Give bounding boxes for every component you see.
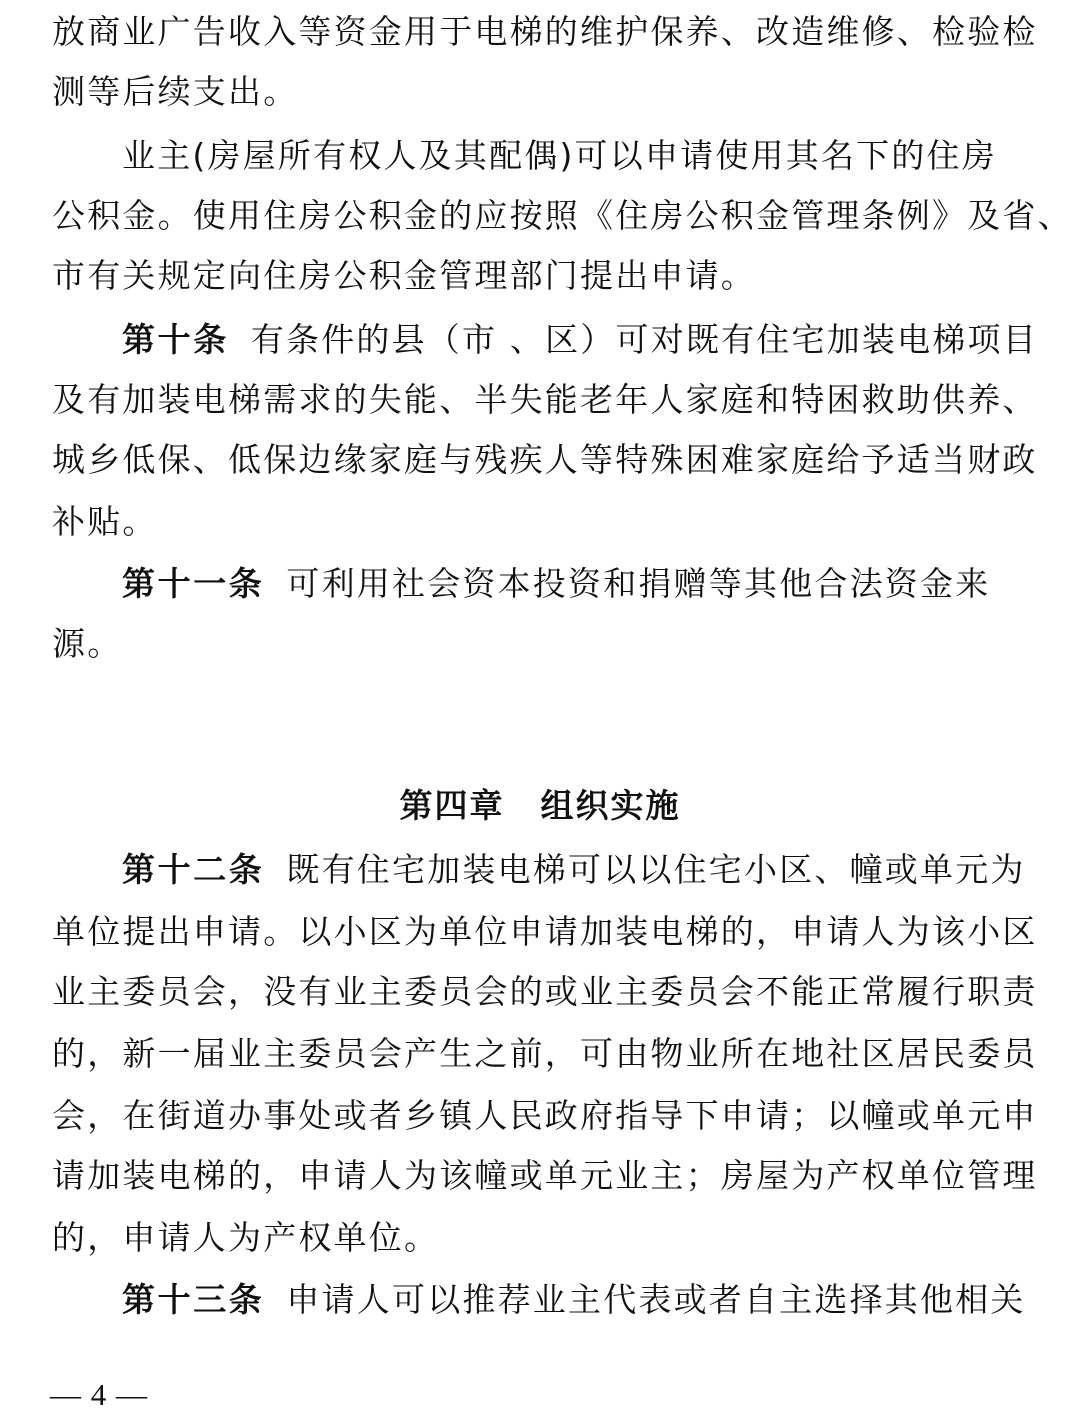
article-13-first-line <box>122 1280 1026 1320</box>
text-line: 放商业广告收入等资金用于电梯的维护保养、改造维修、检验检 <box>52 12 1038 51</box>
text-line: 单位提出申请。以小区为单位申请加装电梯的，申请人为该小区 <box>52 912 1038 951</box>
article-11-first-line <box>122 564 1012 604</box>
chapter-title: 组织实施 <box>540 786 681 825</box>
text-line: 请加装电梯的，申请人为该幢或单元业主；房屋为产权单位管理 <box>52 1156 1038 1195</box>
page-number-value: 4 <box>90 1377 108 1412</box>
text-line: 可利用社会资本投资和捐赠等其他合法资金来 <box>286 564 991 603</box>
chapter-number: 第四章 <box>399 786 505 825</box>
article-10-first-line <box>122 320 1038 360</box>
article-label: 第十一条 <box>122 564 265 603</box>
text-line: 有条件的县（市 、区）可对既有住宅加装电梯项目 <box>250 320 1038 359</box>
text-line: 补贴。 <box>52 502 158 541</box>
page-number-dash-right: — <box>116 1377 148 1412</box>
text-line: 业主(房屋所有权人及其配偶)可以申请使用其名下的住房 <box>122 136 997 175</box>
article-12-first-line <box>122 850 1026 890</box>
text-line: 申请人可以推荐业主代表或者自主选择其他相关 <box>286 1280 1026 1319</box>
text-line: 城乡低保、低保边缘家庭与残疾人等特殊困难家庭给予适当财政 <box>52 440 1038 479</box>
text-line: 会，在街道办事处或者乡镇人民政府指导下申请；以幢或单元申 <box>52 1096 1038 1135</box>
chapter-heading <box>0 786 1080 826</box>
article-label: 第十二条 <box>122 850 265 889</box>
text-line: 及有加装电梯需求的失能、半失能老年人家庭和特困救助供养、 <box>52 380 1038 419</box>
text-line: 测等后续支出。 <box>52 72 299 111</box>
article-label: 第十三条 <box>122 1280 265 1319</box>
article-label: 第十条 <box>122 320 229 359</box>
page-number-dash-left: — <box>50 1377 82 1412</box>
text-line: 业主委员会，没有业主委员会的或业主委员会不能正常履行职责 <box>52 972 1038 1011</box>
text-line: 市有关规定向住房公积金管理部门提出申请。 <box>52 256 756 295</box>
page-number <box>50 1377 148 1413</box>
text-line: 源。 <box>52 624 123 663</box>
text-line: 的，申请人为产权单位。 <box>52 1218 440 1257</box>
text-line: 的，新一届业主委员会产生之前，可由物业所在地社区居民委员 <box>52 1034 1038 1073</box>
text-line: 公积金。使用住房公积金的应按照《住房公积金管理条例》及省、 <box>52 196 1073 235</box>
text-line: 既有住宅加装电梯可以以住宅小区、幢或单元为 <box>286 850 1026 889</box>
